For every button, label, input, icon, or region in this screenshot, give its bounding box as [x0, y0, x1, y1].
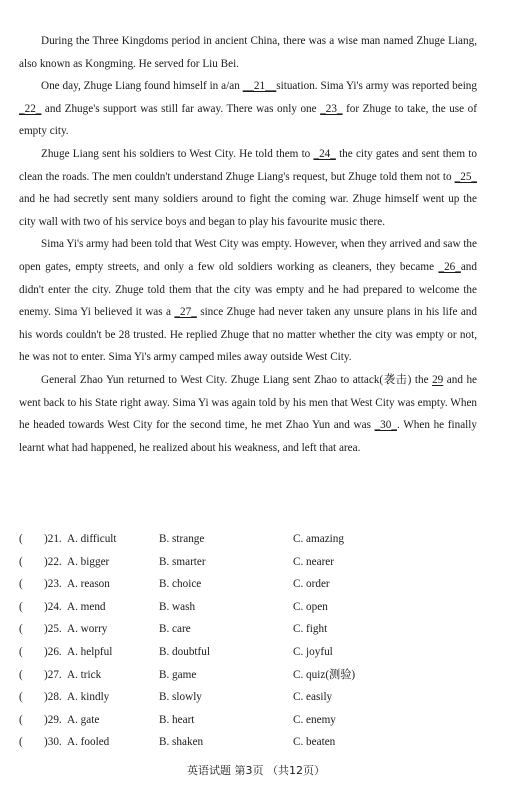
option-c: C. order [293, 578, 330, 591]
question-number: )28. [44, 691, 62, 704]
blank-21: __21__ [242, 80, 277, 93]
question-row [19, 573, 489, 596]
option-a: A. fooled [67, 736, 110, 749]
answer-paren-open: ( [19, 533, 23, 545]
option-c: C. easily [293, 691, 333, 704]
passage-text: Zhuge Liang sent his soldiers to West City. He told them to [41, 147, 314, 160]
option-b: B. doubtful [159, 645, 210, 658]
passage-text: since Zhuge had never taken any unsure plans in his life and his words couldn't be 28 trusted. He replied Zhuge that no matter whether the city was empty or not, he was not to enter. Sima Yi's army camped miles away outside West City. [19, 306, 477, 364]
question-number: )25. [44, 623, 62, 636]
question-number: )29. [44, 713, 62, 726]
blank-24: _24_ [313, 147, 336, 160]
question-row [19, 528, 489, 551]
option-a: A. worry [67, 623, 108, 636]
answer-paren-open: ( [19, 578, 23, 591]
option-a: A. reason [67, 578, 110, 591]
answer-paren-open: ( [19, 736, 23, 749]
question-number: )27. [44, 668, 62, 681]
answer-paren-open: ( [19, 645, 23, 658]
option-c: C. fight [293, 623, 328, 636]
blank-29: 29 [432, 373, 444, 386]
option-c: C. quiz(测验) [293, 668, 356, 681]
reading-passage [19, 30, 477, 459]
answer-paren-open: ( [19, 600, 23, 613]
option-a: A. difficult [67, 533, 117, 545]
passage-text: General Zhao Yun returned to West City. Zhuge Liang sent Zhao to attack(袭击) the [41, 373, 433, 386]
blank-30: _30_ [374, 419, 397, 432]
question-list [19, 528, 489, 754]
option-a: A. mend [67, 600, 106, 613]
option-b: B. wash [159, 600, 196, 613]
question-number: )22. [44, 555, 62, 568]
passage-text: and didn't enter the city. Zhuge told them that the city was empty and he had prepared to welcome the enemy. Sima Yi believed it was a [19, 260, 477, 319]
question-row [19, 709, 489, 732]
question-row [19, 551, 489, 574]
blank-25: _25_ [454, 170, 477, 183]
option-b: B. slowly [159, 691, 202, 704]
option-b: B. strange [159, 533, 205, 545]
question-row [19, 664, 489, 687]
answer-paren-open: ( [19, 555, 23, 568]
passage-text: and Zhuge's support was still far away. There was only one [41, 102, 321, 115]
passage-text: and he went back to his State right away. Sima Yi was again told by his men that West City was empty. When he headed towards West City for the second time, he met Zhao Yun and was [19, 373, 477, 432]
option-c: C. open [293, 600, 328, 613]
question-row [19, 618, 489, 641]
question-number: )24. [44, 600, 62, 613]
paragraph-5 [19, 369, 477, 459]
option-a: A. kindly [67, 691, 110, 704]
passage-text: the city gates and sent them to clean the roads. The men couldn't understand Zhuge Liang's request, but Zhuge told them not to [19, 147, 477, 183]
paragraph-1 [19, 30, 477, 75]
option-a: A. trick [67, 668, 102, 681]
option-a: A. helpful [67, 645, 113, 658]
page-footer: 英语试题 第3页 （共12页） [187, 764, 325, 777]
passage-text: and he had secretly sent many soldiers around to fight the coming war. Zhuge himself went up the city wall with two of his service boys and began to play his favourite music there. [19, 193, 477, 228]
question-number: )30. [44, 736, 62, 749]
answer-paren-open: ( [19, 713, 23, 726]
blank-23: _23_ [320, 102, 343, 115]
blank-27: _27_ [174, 306, 197, 319]
option-b: B. choice [159, 578, 202, 591]
option-c: C. joyful [293, 645, 333, 658]
question-row [19, 686, 489, 709]
question-row [19, 641, 489, 664]
option-b: B. game [159, 668, 197, 681]
question-number: )23. [44, 578, 62, 591]
paragraph-4 [19, 233, 477, 369]
option-a: A. gate [67, 713, 100, 726]
paragraph-2 [19, 75, 477, 143]
blank-26: _26_ [438, 260, 461, 273]
passage-text: for Zhuge to take, the use of empty city. [19, 102, 477, 138]
option-c: C. nearer [293, 555, 334, 568]
passage-text: Sima Yi's army had been told that West City was empty. However, when they arrived and saw the open gates, empty streets, and only a few old soldiers working as cleaners, they became [19, 238, 477, 273]
paragraph-3 [19, 143, 477, 233]
option-b: B. heart [159, 713, 195, 726]
option-c: C. amazing [293, 533, 344, 545]
question-number: )26. [44, 645, 62, 658]
option-c: C. beaten [293, 736, 336, 749]
option-a: A. bigger [67, 555, 110, 568]
passage-text: . When he finally learnt what had happened, he realized about his weakness, and left that area. [19, 419, 477, 454]
option-b: B. care [159, 623, 191, 636]
answer-paren-open: ( [19, 668, 23, 681]
question-number: )21. [44, 533, 62, 545]
option-b: B. smarter [159, 555, 206, 568]
question-row [19, 596, 489, 619]
question-row [19, 731, 489, 754]
passage-text: situation. Sima Yi's army was reported being [276, 80, 477, 93]
blank-22: _22_ [19, 102, 42, 115]
option-b: B. shaken [159, 736, 204, 749]
passage-text: During the Three Kingdoms period in ancient China, there was a wise man named Zhuge Liang, also known as Kongming. He served for Liu Bei. [19, 35, 477, 70]
answer-paren-open: ( [19, 623, 23, 636]
option-c: C. enemy [293, 713, 336, 726]
answer-paren-open: ( [19, 691, 23, 704]
passage-text: One day, Zhuge Liang found himself in a/an [41, 80, 243, 93]
